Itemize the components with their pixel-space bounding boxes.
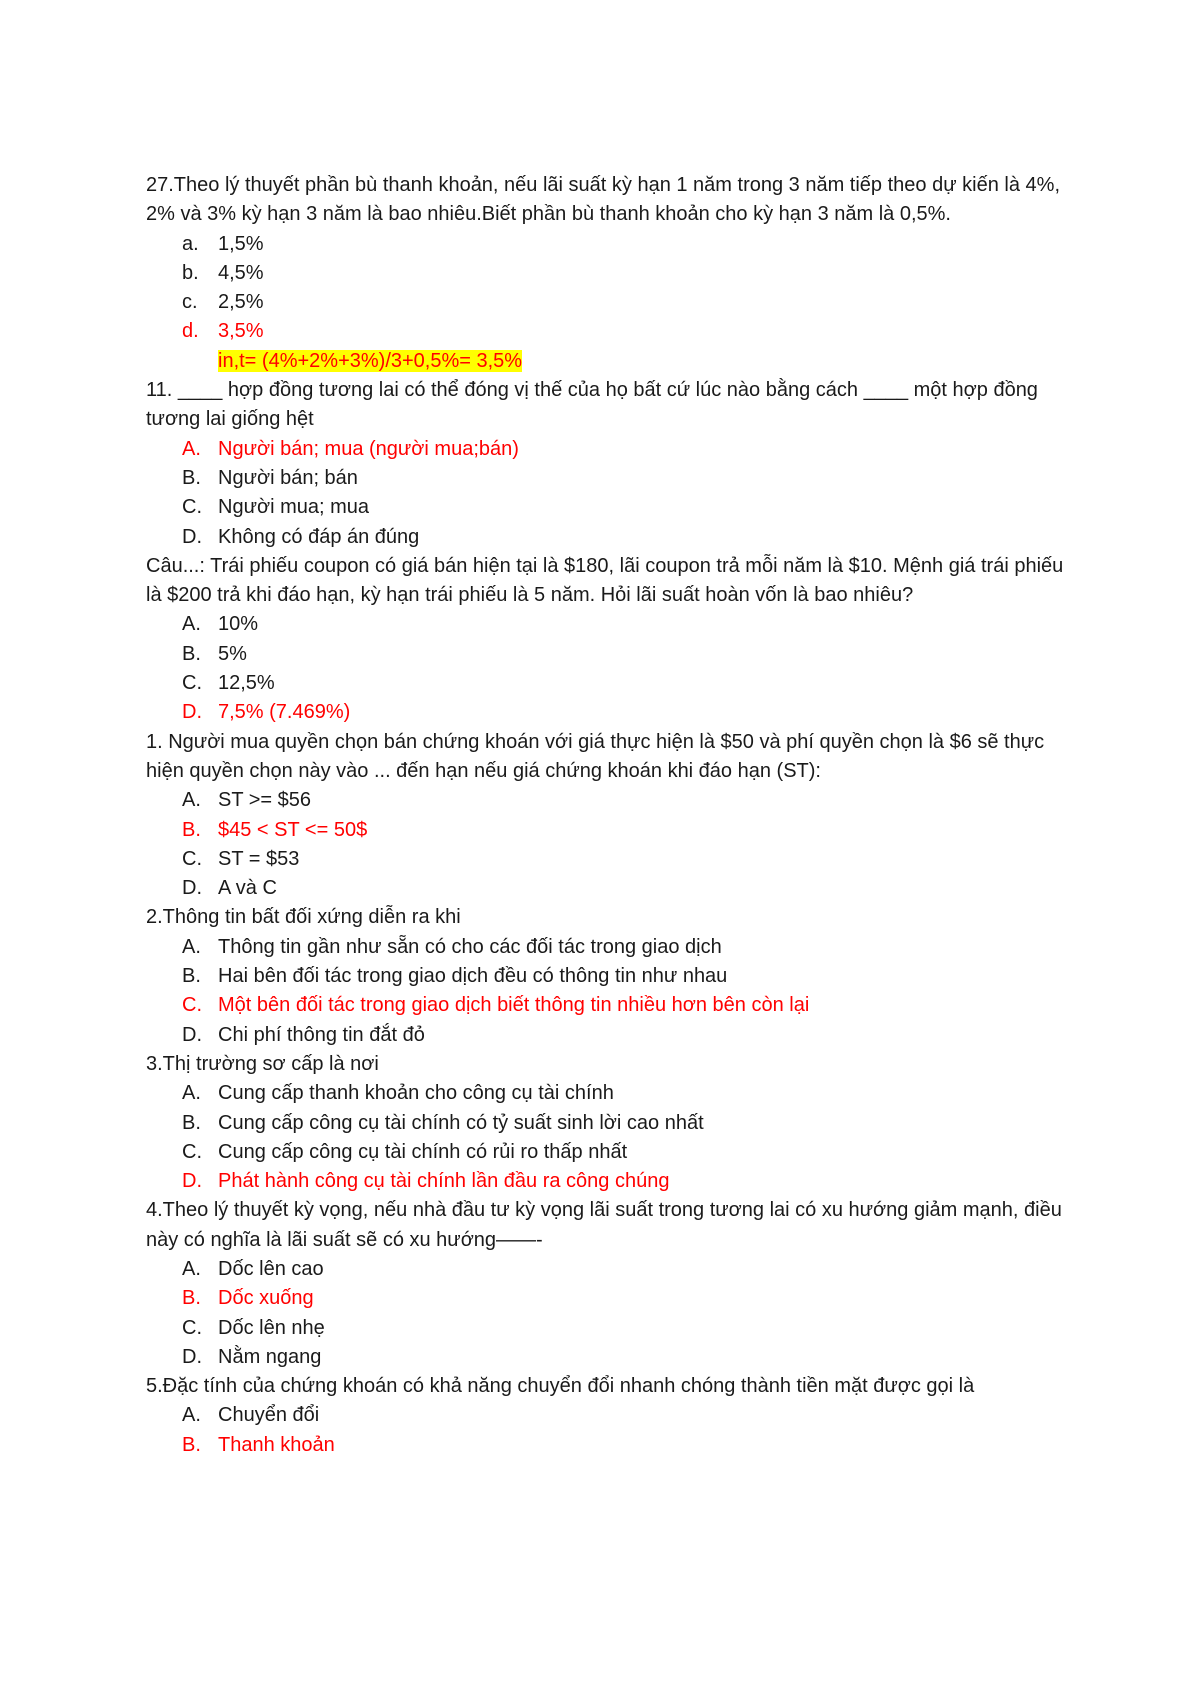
correct-answer-option — [146, 698, 1066, 727]
option-text: A và C — [218, 877, 277, 900]
answer-option — [146, 933, 1066, 962]
answer-option — [146, 610, 1066, 639]
option-text: Người bán; bán — [218, 466, 358, 489]
option-marker: C. — [182, 672, 202, 695]
option-marker: c. — [182, 291, 198, 314]
option-marker: C. — [182, 496, 202, 519]
option-text: 12,5% — [218, 672, 275, 695]
option-marker: B. — [182, 1111, 201, 1134]
option-marker: b. — [182, 261, 199, 284]
correct-answer-option — [146, 816, 1066, 845]
option-marker: A. — [182, 1257, 201, 1280]
correct-answer-option — [146, 317, 1066, 346]
answer-option — [146, 1255, 1066, 1284]
option-text: Dốc xuống — [218, 1287, 314, 1310]
option-text: Chuyển đổi — [218, 1404, 320, 1427]
option-marker: C. — [182, 994, 202, 1017]
question-text: 1. Người mua quyền chọn bán chứng khoán với giá thực hiện là $50 và phí quyền chọn là $6 sẽ thực hiện quyền chọn này vào ... đến hạn nếu giá chứng khoán khi đáo hạn (ST): — [146, 730, 1045, 782]
option-marker: B. — [182, 1287, 201, 1310]
option-text: Nằm ngang — [218, 1345, 322, 1368]
option-text: Thông tin gần như sẵn có cho các đối tác trong giao dịch — [218, 935, 722, 958]
option-text: Cung cấp công cụ tài chính có rủi ro thấp nhất — [218, 1140, 628, 1163]
option-text: 3,5% — [218, 320, 264, 343]
option-marker: A. — [182, 789, 201, 812]
option-text: Một bên đối tác trong giao dịch biết thông tin nhiều hơn bên còn lại — [218, 994, 810, 1017]
option-marker: D. — [182, 1345, 202, 1368]
option-marker: B. — [182, 1433, 201, 1456]
option-text: $45 < ST <= 50$ — [218, 818, 368, 841]
option-marker: C. — [182, 1140, 202, 1163]
question-block — [146, 903, 1066, 1049]
correct-answer-option — [146, 991, 1066, 1020]
correct-answer-option — [146, 1284, 1066, 1313]
question-text: 5.Đặc tính của chứng khoán có khả năng chuyển đổi nhanh chóng thành tiền mặt được gọi là — [146, 1375, 975, 1398]
answer-option — [146, 523, 1066, 552]
option-marker: D. — [182, 1023, 202, 1046]
question-text: 4.Theo lý thuyết kỳ vọng, nếu nhà đầu tư kỳ vọng lãi suất trong tương lai có xu hướng giảm mạnh, điều này có nghĩa là lãi suất sẽ có xu hướng——- — [146, 1199, 1062, 1251]
answer-option — [146, 259, 1066, 288]
option-text: Dốc lên nhẹ — [218, 1316, 325, 1339]
option-text: Cung cấp thanh khoản cho công cụ tài chính — [218, 1082, 614, 1105]
answer-option — [146, 1138, 1066, 1167]
option-text: 5% — [218, 642, 247, 665]
option-marker: D. — [182, 701, 202, 724]
answer-option — [146, 464, 1066, 493]
option-text: 1,5% — [218, 232, 264, 255]
question-text: 3.Thị trường sơ cấp là nơi — [146, 1052, 379, 1075]
option-marker: A. — [182, 1404, 201, 1427]
option-marker: B. — [182, 818, 201, 841]
question-text: 11. ____ hợp đồng tương lai có thể đóng vị thế của họ bất cứ lúc nào bằng cách ____ một hợp đồng tương lai giống hệt — [146, 379, 1038, 431]
option-text: Dốc lên cao — [218, 1257, 324, 1280]
question-block — [146, 728, 1066, 904]
answer-option — [146, 1314, 1066, 1343]
answer-option — [146, 493, 1066, 522]
question-block — [146, 552, 1066, 728]
answer-option — [146, 962, 1066, 991]
answer-option — [146, 786, 1066, 815]
option-text: Phát hành công cụ tài chính lần đầu ra công chúng — [218, 1170, 670, 1193]
option-marker: B. — [182, 466, 201, 489]
option-marker: C. — [182, 1316, 202, 1339]
option-text: Không có đáp án đúng — [218, 525, 420, 548]
option-marker: A. — [182, 1082, 201, 1105]
option-text: 4,5% — [218, 261, 264, 284]
option-marker: D. — [182, 1170, 202, 1193]
option-marker: A. — [182, 437, 201, 460]
option-text: ST = $53 — [218, 847, 300, 870]
option-text: 10% — [218, 613, 259, 636]
option-marker: D. — [182, 877, 202, 900]
option-marker: A. — [182, 613, 201, 636]
answer-option — [146, 874, 1066, 903]
option-text: ST >= $56 — [218, 789, 312, 812]
option-marker: d. — [182, 320, 199, 343]
document-body — [146, 171, 1066, 1460]
option-text: Cung cấp công cụ tài chính có tỷ suất sinh lời cao nhất — [218, 1111, 704, 1134]
question-text: 2.Thông tin bất đối xứng diễn ra khi — [146, 906, 461, 929]
question-block — [146, 171, 1066, 376]
answer-option — [146, 1021, 1066, 1050]
option-text: Chi phí thông tin đắt đỏ — [218, 1023, 425, 1046]
question-text: Câu...: Trái phiếu coupon có giá bán hiện tại là $180, lãi coupon trả mỗi năm là $10. Mệnh giá trái phiếu là $200 trả khi đáo hạn, kỳ hạn trái phiếu là 5 năm. Hỏi lãi suất hoàn vốn là bao nhiêu? — [146, 554, 1064, 607]
answer-option — [146, 230, 1066, 259]
correct-answer-option — [146, 1167, 1066, 1196]
answer-option — [146, 288, 1066, 317]
answer-option — [146, 1343, 1066, 1372]
highlighted-formula: in,t= (4%+2%+3%)/3+0,5%= 3,5% — [218, 349, 523, 372]
answer-option — [146, 1109, 1066, 1138]
solution-note — [146, 347, 1066, 376]
option-text: Người mua; mua — [218, 496, 369, 519]
answer-option — [146, 1079, 1066, 1108]
question-block — [146, 1372, 1066, 1460]
answer-option — [146, 1401, 1066, 1430]
option-marker: C. — [182, 847, 202, 870]
answer-option — [146, 640, 1066, 669]
question-block — [146, 376, 1066, 552]
option-marker: a. — [182, 232, 199, 255]
question-block — [146, 1050, 1066, 1196]
option-marker: B. — [182, 965, 201, 988]
option-text: Thanh khoản — [218, 1433, 335, 1456]
option-marker: B. — [182, 642, 201, 665]
question-block — [146, 1196, 1066, 1372]
option-text: Người bán; mua (người mua;bán) — [218, 437, 519, 460]
correct-answer-option — [146, 1431, 1066, 1460]
option-text: 7,5% (7.469%) — [218, 701, 351, 724]
question-text: 27.Theo lý thuyết phần bù thanh khoản, nếu lãi suất kỳ hạn 1 năm trong 3 năm tiếp theo dự kiến là 4%, 2% và 3% kỳ hạn 3 năm là bao nhiêu.Biết phần bù thanh khoản cho kỳ hạn 3 năm là 0,5%. — [146, 174, 1060, 226]
option-marker: A. — [182, 935, 201, 958]
option-text: 2,5% — [218, 291, 264, 314]
answer-option — [146, 845, 1066, 874]
correct-answer-option — [146, 435, 1066, 464]
option-text: Hai bên đối tác trong giao dịch đều có thông tin như nhau — [218, 965, 728, 988]
answer-option — [146, 669, 1066, 698]
option-marker: D. — [182, 525, 202, 548]
